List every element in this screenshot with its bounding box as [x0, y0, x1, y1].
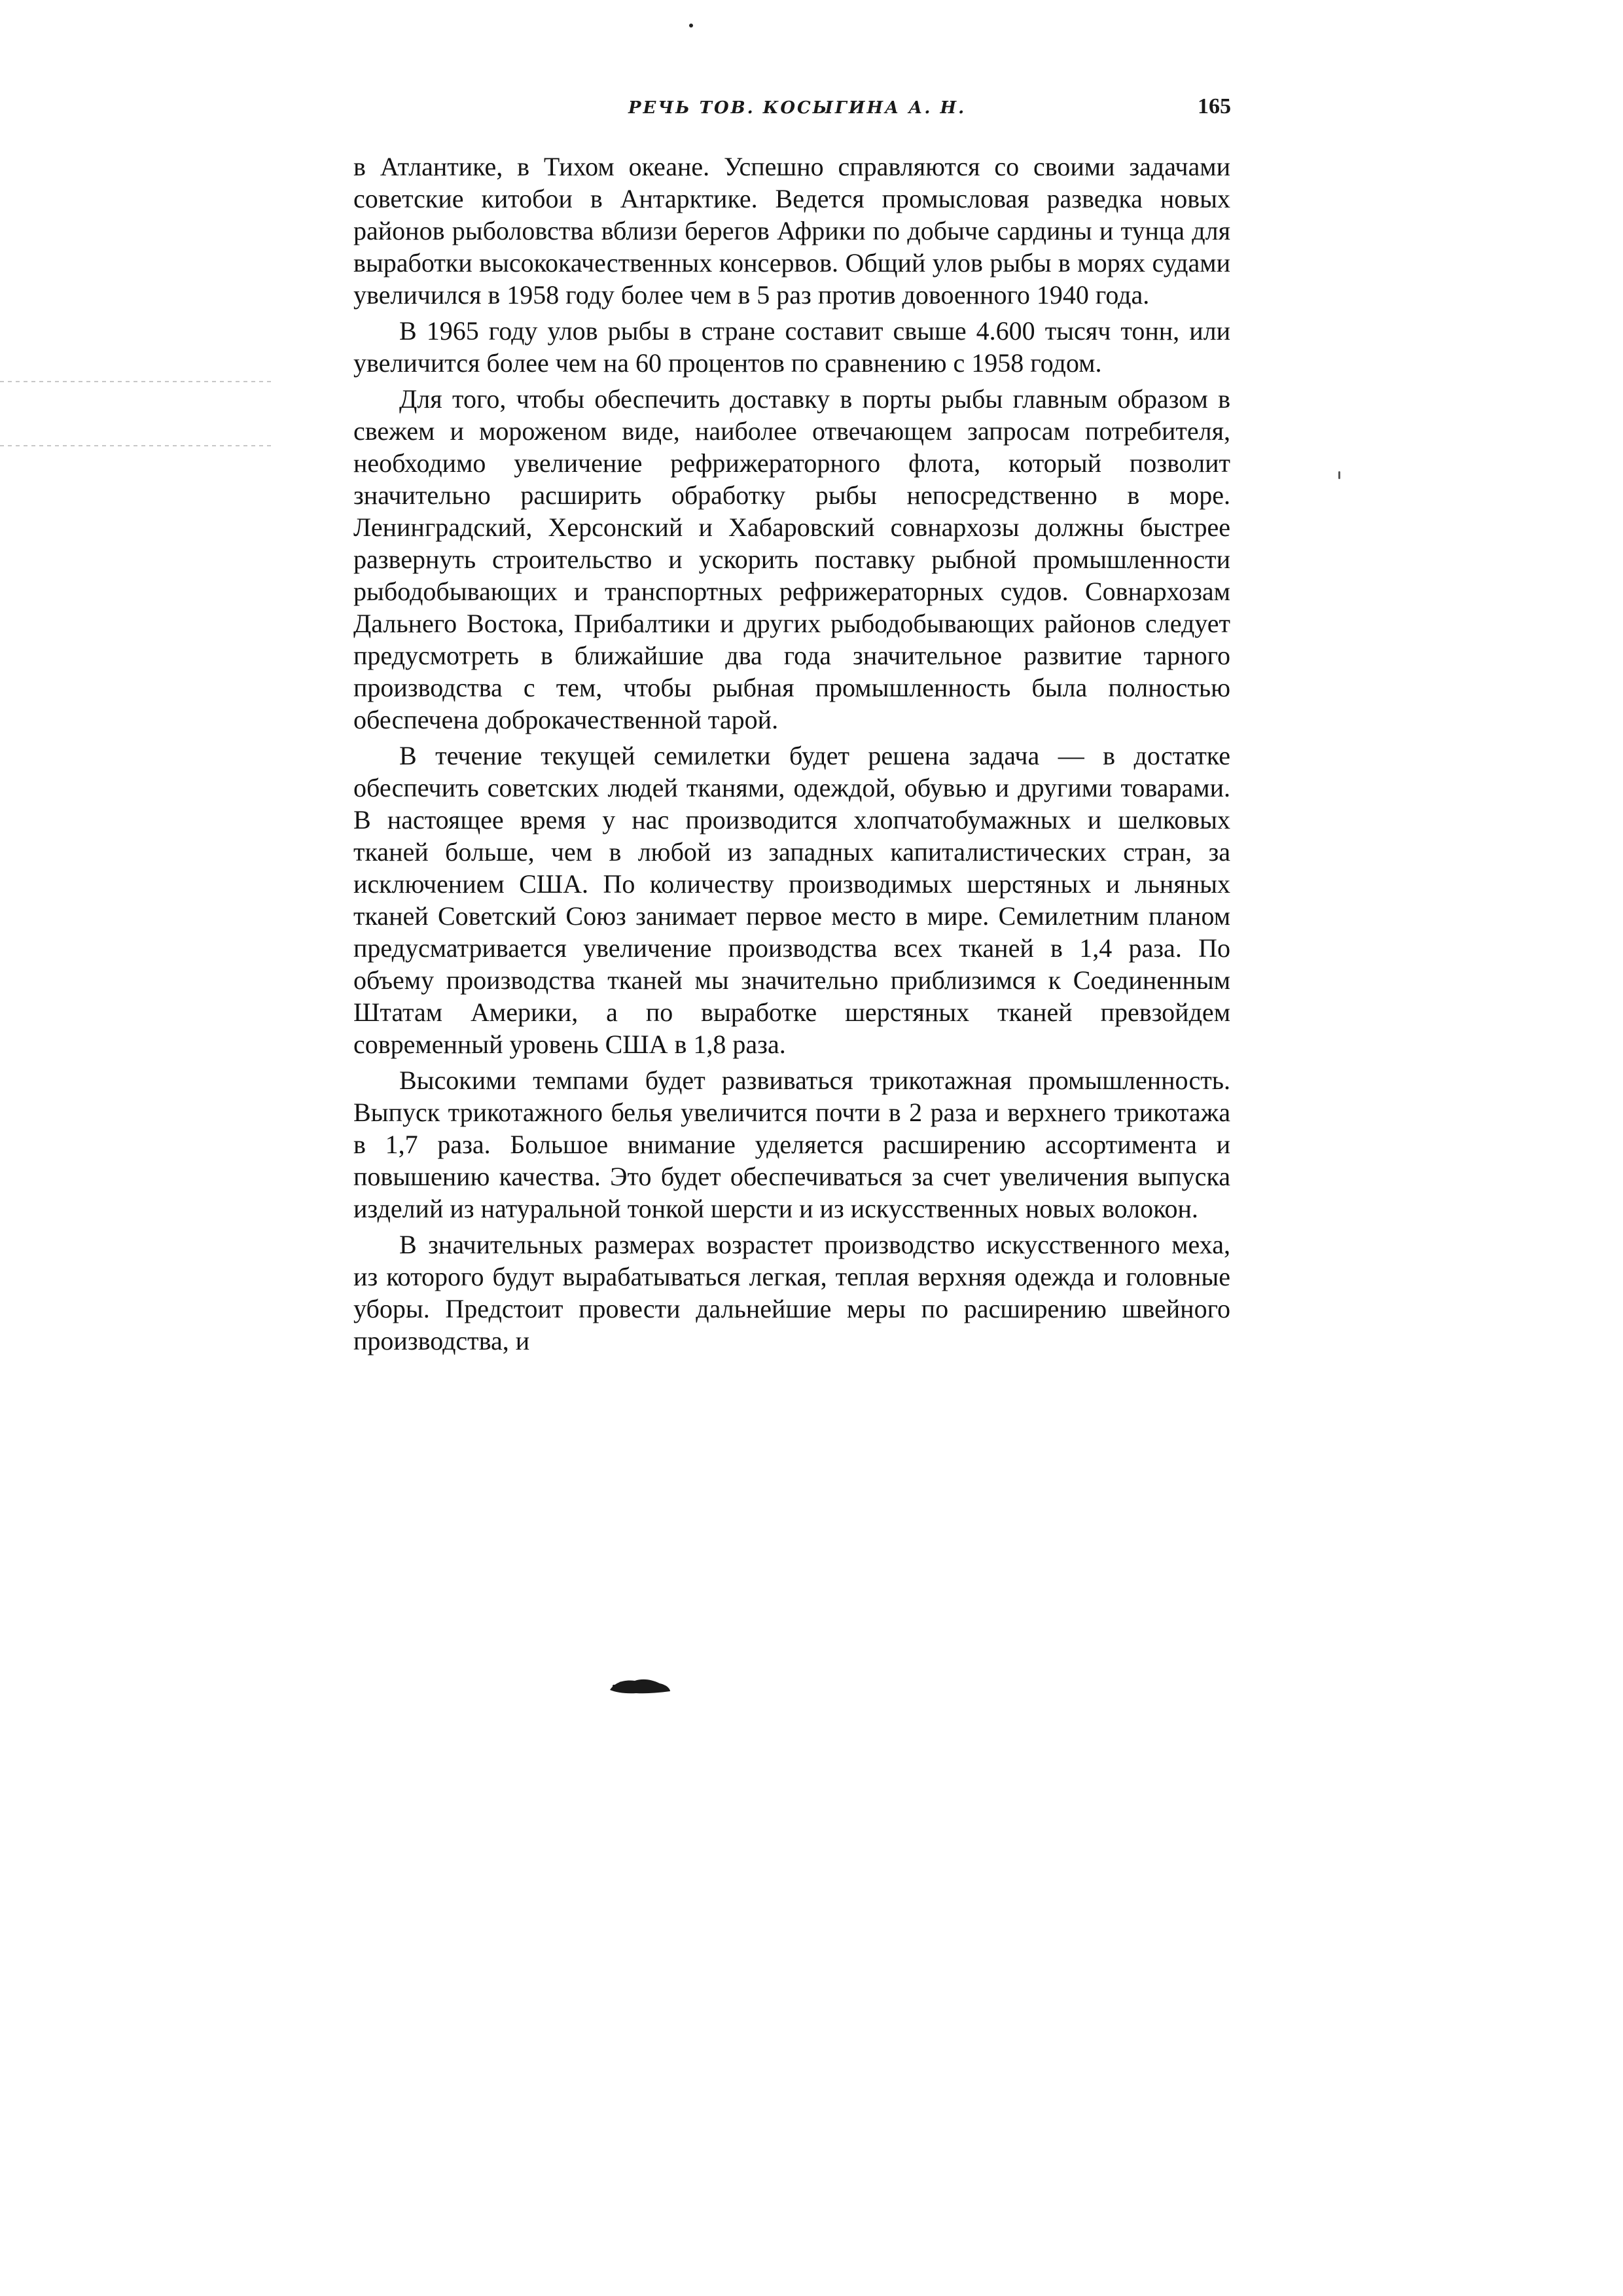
paragraph: В значительных размерах возрастет производство искусственного меха, из которого будут вырабатываться легкая, теплая верхняя одежда и головные уборы. Предстоит провести дальнейшие меры по расширению швейного производства, и: [353, 1230, 1230, 1355]
margin-mark: [0, 381, 275, 382]
paragraph: Высокими темпами будет развиваться трикотажная промышленность. Выпуск трикотажного белья увеличится почти в 2 раза и верхнего трикотажа в 1,7 раза. Большое внимание уделяется расширению ассортимента и повышению качества. Это будет обеспечиваться за счет увеличения выпуска изделий из натуральной тонкой шерсти и из искусственных новых волокон.: [353, 1066, 1230, 1223]
margin-mark: [0, 445, 275, 446]
paragraph: В 1965 году улов рыбы в стране составит свыше 4.600 тысяч тонн, или увеличится более чем на 60 процентов по сравнению с 1958 годом.: [353, 316, 1230, 378]
body-text: [353, 151, 1230, 1361]
page-number: 165: [1198, 94, 1231, 118]
paragraph: В течение текущей семилетки будет решена задача — в достатке обеспечить советских людей тканями, одеждой, обувью и другими товарами. В настоящее время у нас производится хлопчатобумажных и шелковых тканей больше, чем в любой из западных капиталистических стран, за исключением США. По количеству производимых шерстяных и льняных тканей Советский Союз занимает первое место в мире. Семилетним планом предусматривается увеличение производства всех тканей в 1,4 раза. По объему производства тканей мы значительно приблизимся к Соединенным Штатам Америки, а по выработке шерстяных тканей превзойдем современный уровень США в 1,8 раза.: [353, 741, 1230, 1059]
paragraph: Для того, чтобы обеспечить доставку в порты рыбы главным образом в свежем и мороженом виде, наиболее отвечающем запросам потребителя, необходимо увеличение рефрижераторного флота, который позволит значительно расширить обработку рыбы непосредственно в море. Ленинградский, Херсонский и Хабаровский совнархозы должны быстрее развернуть строительство и ускорить поставку рыбной промышленности рыбодобывающих и транспортных рефрижераторных судов. Совнархозам Дальнего Востока, Прибалтики и других рыбодобывающих районов следует предусмотреть в ближайшие два года значительное развитие тарного производства с тем, чтобы рыбная промышленность была полностью обеспечена доброкачественной тарой.: [353, 384, 1230, 734]
paragraph: в Атлантике, в Тихом океане. Успешно справляются со своими задачами советские китобои в Антарктике. Ведется промысловая разведка новых районов рыболовства вблизи берегов Африки по добыче сардины и тунца для выработки высококачественных консервов. Общий улов рыбы в морях судами увеличился в 1958 году более чем в 5 раз против довоенного 1940 года.: [353, 152, 1230, 310]
ink-speck: [1338, 471, 1340, 479]
ink-speck: [689, 24, 693, 27]
ink-blot: [609, 1677, 671, 1695]
running-head: РЕЧЬ ТОВ. КОСЫГИНА А. Н.: [628, 98, 967, 118]
